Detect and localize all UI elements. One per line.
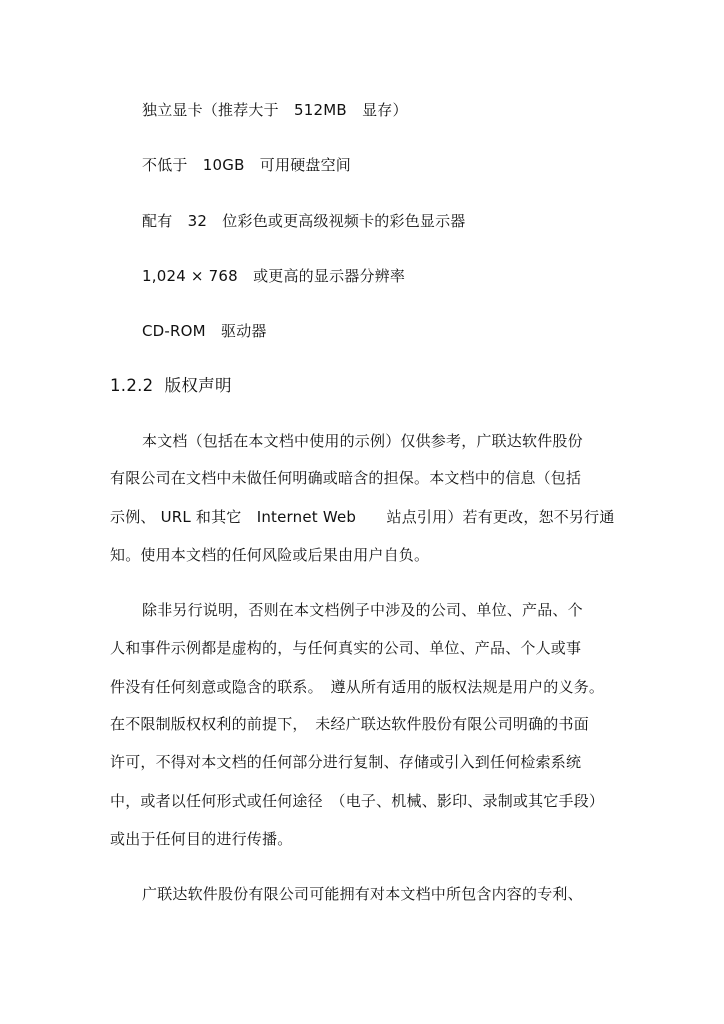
paragraph3-line: 广联达软件股份有限公司可能拥有对本文档中所包含内容的专利、 xyxy=(142,885,583,903)
requirement-graphics-card: 独立显卡（推荐大于 512MB 显存） xyxy=(142,101,408,119)
section-title: 版权声明 xyxy=(164,376,232,395)
requirement-disk-space: 不低于 10GB 可用硬盘空间 xyxy=(142,156,352,174)
paragraph1-line: 示例、 URL 和其它 Internet Web 站点引用）若有更改，恕不另行通 xyxy=(110,508,615,526)
section-number: 1.2.2 xyxy=(110,376,154,395)
paragraph2-line: 或出于任何目的进行传播。 xyxy=(110,830,293,848)
paragraph2-line: 人和事件示例都是虚构的，与任何真实的公司、单位、产品、个人或事 xyxy=(110,639,582,657)
paragraph1-line: 知。使用本文档的任何风险或后果由用户自负。 xyxy=(110,546,430,564)
paragraph1-line: 有限公司在文档中未做任何明确或暗含的担保。本文档中的信息（包括 xyxy=(110,469,582,487)
requirement-color-display: 配有 32 位彩色或更高级视频卡的彩色显示器 xyxy=(142,212,466,230)
section-heading xyxy=(110,375,232,397)
paragraph1-line: 本文档（包括在本文档中使用的示例）仅供参考，广联达软件股份 xyxy=(142,432,583,450)
paragraph2-line: 除非另行说明，否则在本文档例子中涉及的公司、单位、产品、个 xyxy=(142,601,583,619)
paragraph2-line: 件没有任何刻意或隐含的联系。 遵从所有适用的版权法规是用户的义务。 xyxy=(110,678,605,696)
paragraph2-line: 在不限制版权权利的前提下， 未经广联达软件股份有限公司明确的书面 xyxy=(110,715,589,733)
requirement-resolution: 1,024 × 768 或更高的显示器分辨率 xyxy=(142,267,406,285)
paragraph2-line: 许可，不得对本文档的任何部分进行复制、存储或引入到任何检索系统 xyxy=(110,753,582,771)
requirement-cdrom: CD-ROM 驱动器 xyxy=(142,322,267,340)
paragraph2-line: 中，或者以任何形式或任何途径 （电子、机械、影印、录制或其它手段） xyxy=(110,792,605,810)
